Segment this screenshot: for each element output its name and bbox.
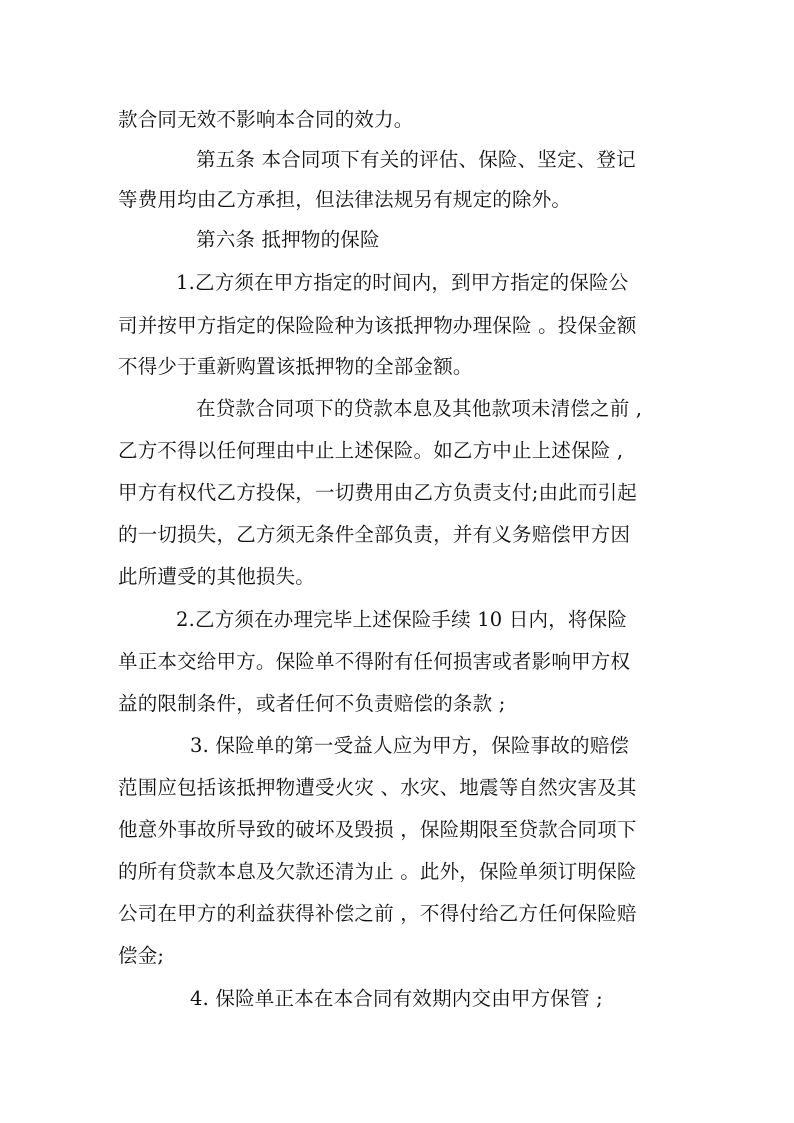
text-line: 范围应包括该抵押物遭受火灾 、水灾、地震等自然灾害及其 <box>118 776 637 799</box>
clause-3-line: 3. 保险单的第一受益人应为甲方，保险事故的赔偿 <box>190 734 630 757</box>
text-line: 他意外事故所导致的破坏及毁损 ，保险期限至贷款合同项下 <box>118 818 637 841</box>
clause-4-line: 4. 保险单正本在本合同有效期内交由甲方保管 ; <box>190 987 603 1010</box>
clause-2-line: 2.乙方须在办理完毕上述保险手续 10 日内，将保险 <box>176 608 628 631</box>
text-line: 甲方有权代乙方投保，一切费用由乙方负责支付;由此而引起 <box>118 481 637 504</box>
article-5-heading-line: 第五条 本合同项下有关的评估、保险、坚定、登记 <box>196 148 636 171</box>
text-line: 偿金; <box>118 944 165 967</box>
text-line: 公司在甲方的利益获得补偿之前 ，不得付给乙方任何保险赔 <box>118 902 637 925</box>
article-6-heading: 第六条 抵押物的保险 <box>196 228 380 251</box>
text-line: 的一切损失，乙方须无条件全部负责，并有义务赔偿甲方因 <box>118 523 631 546</box>
text-line: 司并按甲方指定的保险险种为该抵押物办理保险 。投保金额 <box>118 314 637 337</box>
text-line: 此所遭受的其他损失。 <box>118 565 316 588</box>
text-line: 等费用均由乙方承担，但法律法规另有规定的除外。 <box>118 188 572 211</box>
text-line: 不得少于重新购置该抵押物的全部金额。 <box>118 355 473 378</box>
text-line: 单正本交给甲方。保险单不得附有任何损害或者影响甲方权 <box>118 650 631 673</box>
text-line: 款合同无效不影响本合同的效力。 <box>118 108 414 131</box>
text-line: 益的限制条件，或者任何不负责赔偿的条款 ; <box>118 692 506 715</box>
text-line: 乙方不得以任何理由中止上述保险。如乙方中止上述保险 , <box>118 439 624 462</box>
clause-1-line: 1.乙方须在甲方指定的时间内，到甲方指定的保险公 <box>176 271 629 294</box>
paragraph-line: 在贷款合同项下的贷款本息及其他款项未清偿之前 , <box>196 397 643 420</box>
text-line: 的所有贷款本息及欠款还清为止 。此外，保险单须订明保险 <box>118 860 637 883</box>
